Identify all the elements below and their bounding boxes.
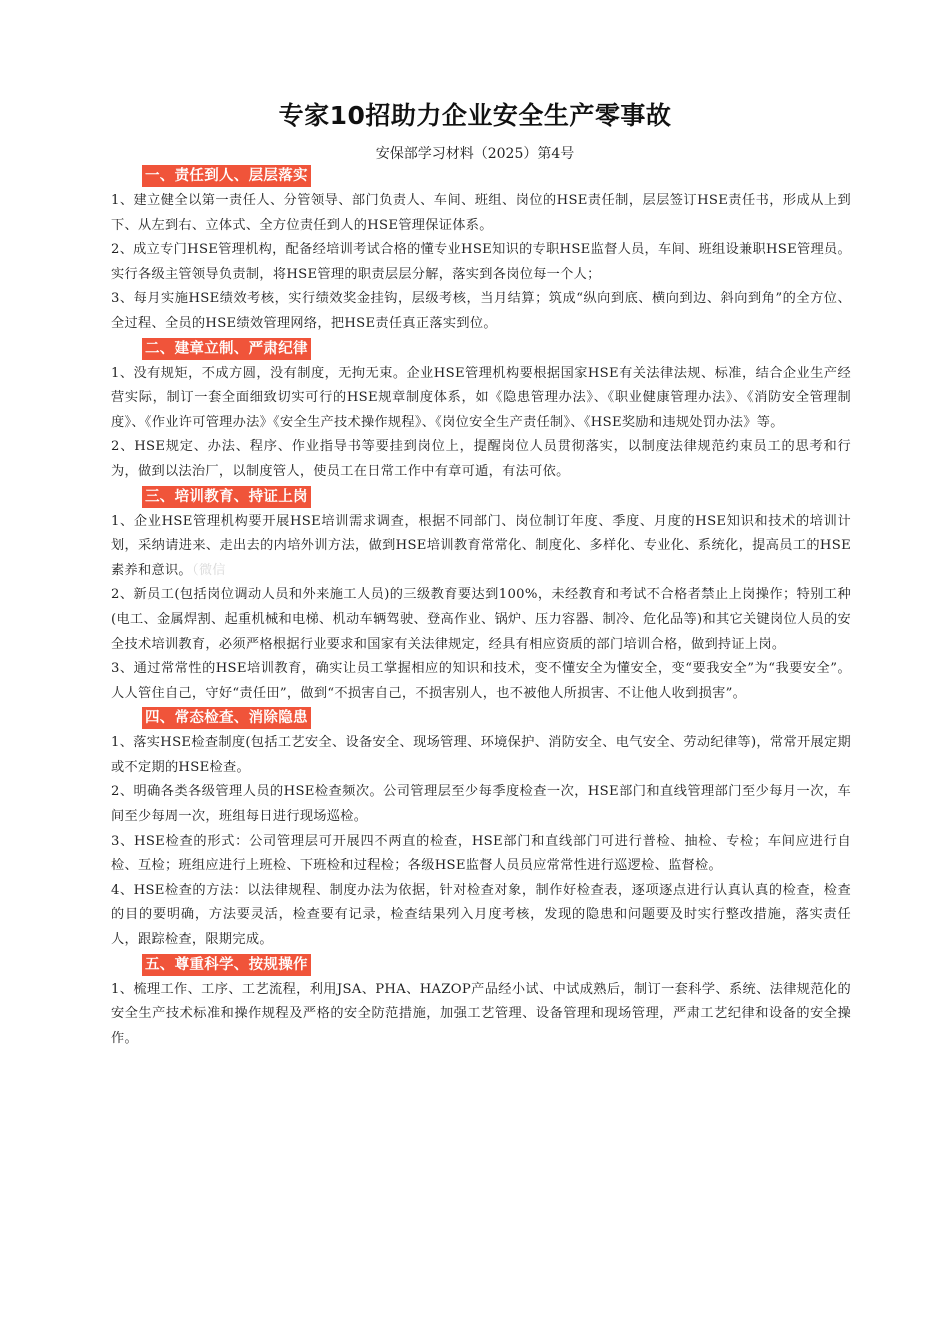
paragraph: 1、没有规矩，不成方圆，没有制度，无拘无束。企业HSE管理机构要根据国家HSE有关法律法规、标准，结合企业生产经营实际，制订一套全面细致切实可行的HSE规章制度体系，如《隐患管理办法》、《职业健康管理办法》、《消防安全管理制度》、《作业许可管理办法》《安全生产技术操作规程》、《岗位安全生产责任制》、《HSE奖励和违规处罚办法》等。 xyxy=(111,365,851,430)
paragraph: 1、梳理工作、工序、工艺流程，利用JSA、PHA、HAZOP产品经小试、中试成熟后，制订一套科学、系统、法律规范化的安全生产技术标准和操作规程及严格的安全防范措施，加强工艺管理、设备管理和现场管理，严肃工艺纪律和设备的安全操作。 xyxy=(111,981,851,1046)
document-title: 专家10招助力企业安全生产零事故 xyxy=(278,101,672,130)
watermark-text: （微信 xyxy=(191,562,226,578)
section-heading: 五、尊重科学、按规操作 xyxy=(142,954,311,976)
paragraph: 2、明确各类各级管理人员的HSE检查频次。公司管理层至少每季度检查一次，HSE部门和直线管理部门至少每月一次，车间至少每周一次，班组每日进行现场巡检。 xyxy=(111,784,851,825)
section-inspection xyxy=(111,707,851,952)
section-heading: 三、培训教育、持证上岗 xyxy=(142,486,311,508)
section-heading: 二、建章立制、严肃纪律 xyxy=(142,338,311,360)
paragraph: 3、每月实施HSE绩效考核，实行绩效奖金挂钩，层级考核，当月结算；筑成“纵向到底、横向到边、斜向到角”的全方位、全过程、全员的HSE绩效管理网络，把HSE责任真正落实到位。 xyxy=(111,291,851,331)
section-responsibility xyxy=(111,165,851,337)
paragraph: 3、HSE检查的形式：公司管理层可开展四不两直的检查，HSE部门和直线部门可进行普检、抽检、专检；车间应进行自检、互检；班组应进行上班检、下班检和过程检；各级HSE监督人员员应常常性进行巡逻检、监督检。 xyxy=(111,833,851,874)
section-heading: 四、常态检查、消除隐患 xyxy=(142,707,311,729)
section-regulations xyxy=(111,338,851,485)
document-subtitle: 安保部学习材料（2025）第4号 xyxy=(375,146,575,162)
paragraph: 2、成立专门HSE管理机构，配备经培训考试合格的懂专业HSE知识的专职HSE监督人员，车间、班组设兼职HSE管理员。实行各级主管领导负责制，将HSE管理的职责层层分解，落实到各岗位每一个人； xyxy=(111,242,851,282)
paragraph xyxy=(111,510,851,584)
section-training xyxy=(111,486,851,707)
paragraph: 2、新员工(包括岗位调动人员和外来施工人员)的三级教育要达到100%，未经教育和考试不合格者禁止上岗操作；特别工种(电工、金属焊割、起重机械和电梯、机动车辆驾驶、登高作业、锅炉、压力容器、制冷、危化品等)和其它关键岗位人员的安全技术培训教育，必须严格根据行业要求和国家有关法律规定，经具有相应资质的部门培训合格，做到持证上岗。 xyxy=(111,587,851,652)
section-heading: 一、责任到人、层层落实 xyxy=(142,165,311,187)
paragraph: 3、通过常常性的HSE培训教育，确实让员工掌握相应的知识和技术，变不懂安全为懂安全，变“要我安全”为“我要安全”。人人管住自己，守好“责任田”，做到“不损害自己，不损害别人，也不被他人所损害、不让他人收到损害”。 xyxy=(111,661,851,701)
paragraph: 4、HSE检查的方法：以法律规程、制度办法为依据，针对检查对象，制作好检查表，逐项逐点进行认真认真的检查，检查的目的要明确，方法要灵活，检查要有记录，检查结果列入月度考核，发现的隐患和问题要及时实行整改措施，落实责任人，跟踪检查，限期完成。 xyxy=(111,882,851,948)
paragraph: 1、建立健全以第一责任人、分管领导、部门负责人、车间、班组、岗位的HSE责任制，层层签订HSE责任书，形成从上到下、从左到右、立体式、全方位责任到人的HSE管理保证体系。 xyxy=(111,193,851,233)
paragraph-text: 1、企业HSE管理机构要开展HSE培训需求调查，根据不同部门、岗位制订年度、季度、月度的HSE知识和技术的培训计划，采纳请进来、走出去的内培外训方法，做到HSE培训教育常常化、制度化、多样化、专业化、系统化，提高员工的HSE素养和意识。 xyxy=(111,513,851,578)
document-body xyxy=(111,164,851,1051)
paragraph: 1、落实HSE检查制度(包括工艺安全、设备安全、现场管理、环境保护、消防安全、电气安全、劳动纪律等)，常常开展定期或不定期的HSE检查。 xyxy=(111,735,851,775)
section-science xyxy=(111,954,851,1052)
paragraph: 2、HSE规定、办法、程序、作业指导书等要挂到岗位上，提醒岗位人员贯彻落实，以制度法律规范约束员工的思考和行为，做到以法治厂，以制度管人，使员工在日常工作中有章可遁，有法可依。 xyxy=(111,439,851,479)
